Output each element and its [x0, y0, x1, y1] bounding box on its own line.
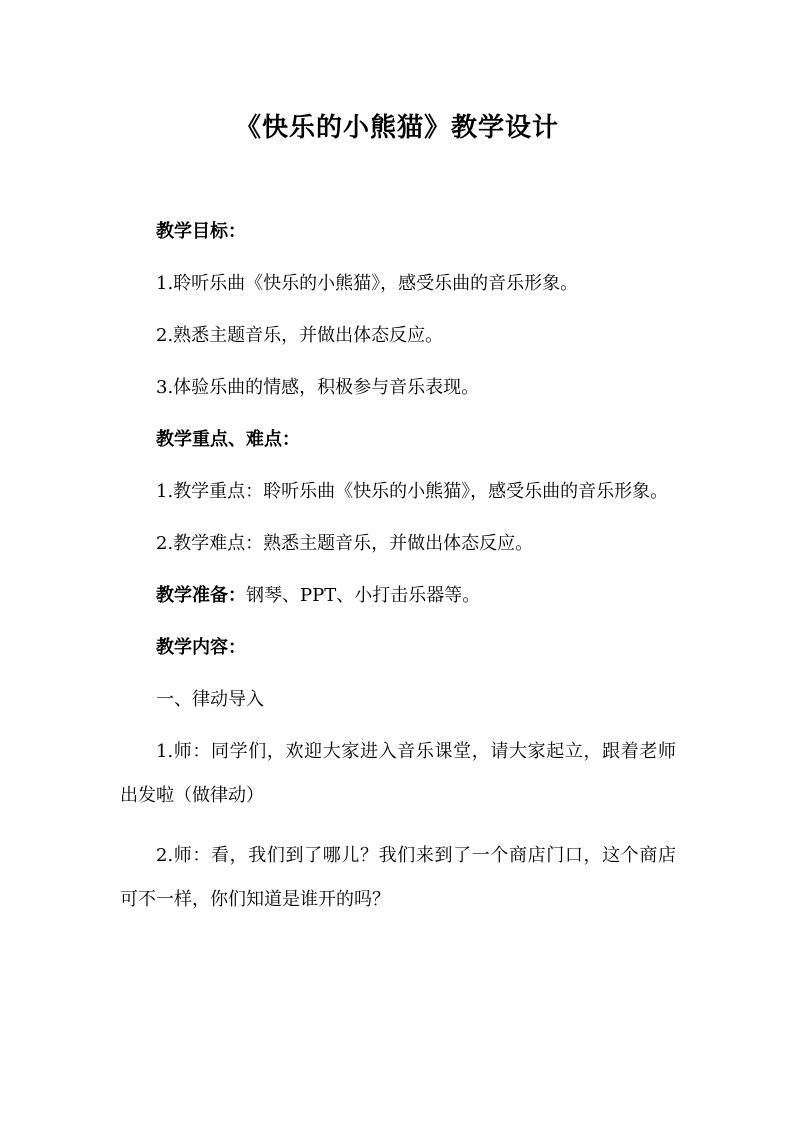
step-paragraph: 1.师：同学们，欢迎大家进入音乐课堂，请大家起立，跟着老师出发啦（做律动） [120, 741, 676, 806]
preparation-text: 钢琴、PPT、小打击乐器等。 [246, 585, 481, 606]
objectives-heading: 教学目标： [156, 221, 246, 242]
objective-item: 2.熟悉主题音乐，并做出体态反应。 [156, 325, 444, 346]
objective-item: 3.体验乐曲的情感，积极参与音乐表现。 [156, 377, 480, 398]
preparation-paragraph [120, 582, 676, 610]
key-points-heading: 教学重点、难点： [156, 429, 300, 450]
preparation-label: 教学准备： [156, 585, 246, 606]
section-heading: 一、律动导入 [156, 689, 264, 710]
objective-item: 1.聆听乐曲《快乐的小熊猫》，感受乐曲的音乐形象。 [156, 273, 579, 294]
content-heading: 教学内容： [156, 637, 246, 658]
step-paragraph: 2.师：看，我们到了哪儿？我们来到了一个商店门口，这个商店可不一样，你们知道是谁开的吗？ [120, 845, 676, 910]
document-body [120, 218, 676, 922]
difficult-point-paragraph: 2.教学难点：熟悉主题音乐，并做出体态反应。 [156, 533, 534, 554]
key-point-paragraph: 1.教学重点：聆听乐曲《快乐的小熊猫》，感受乐曲的音乐形象。 [156, 481, 669, 502]
document-title: 《快乐的小熊猫》教学设计 [234, 113, 559, 143]
